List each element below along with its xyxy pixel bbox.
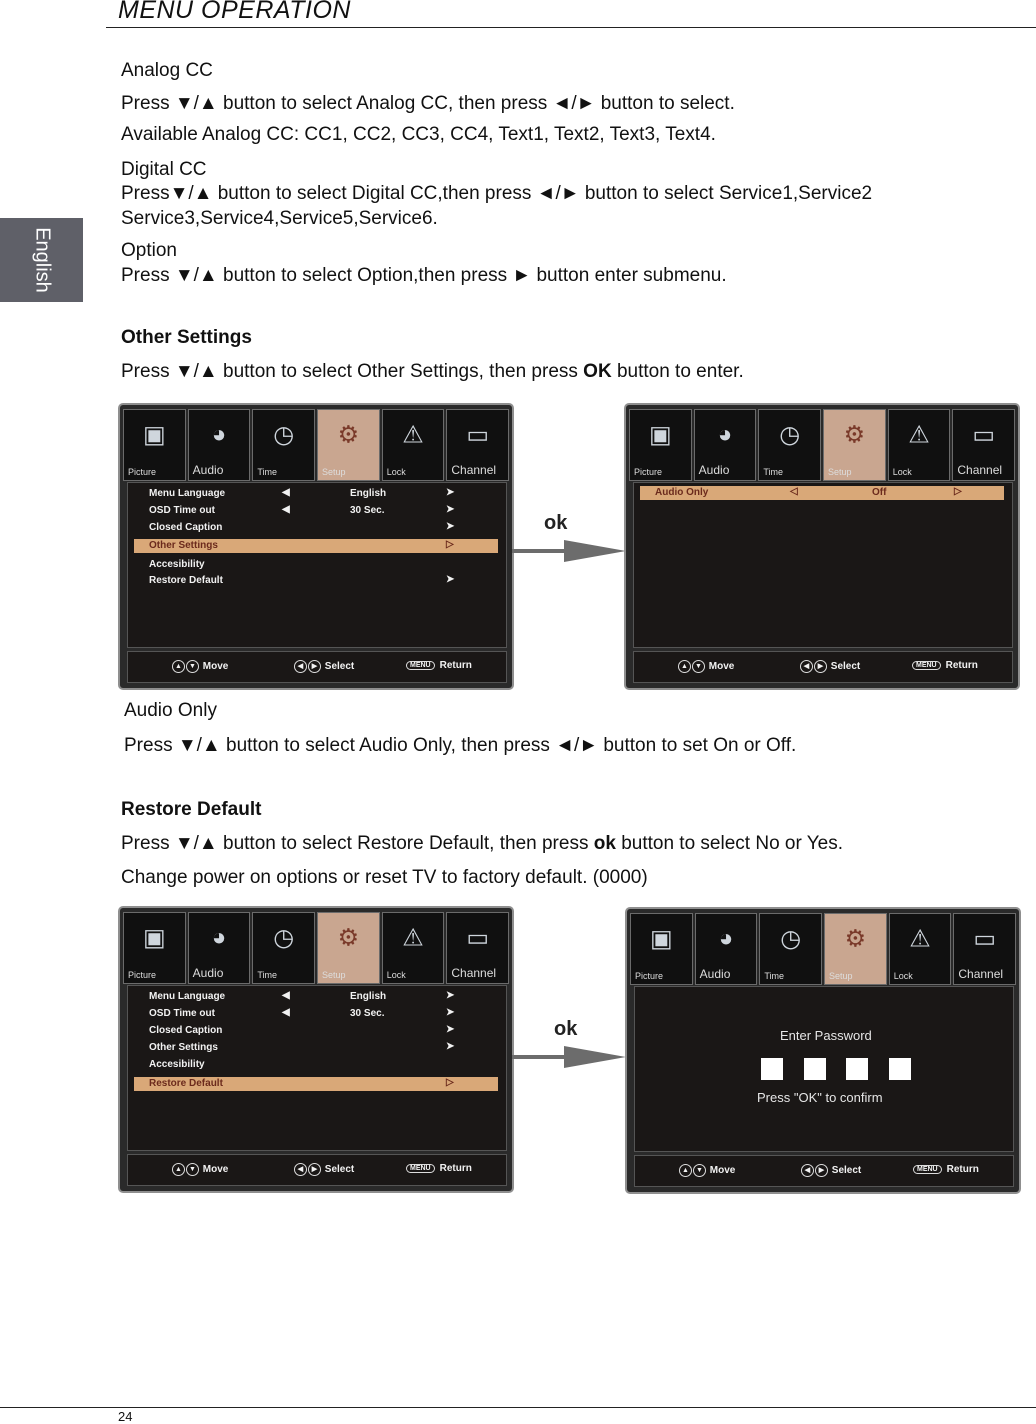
analog-cc-line2: Available Analog CC: CC1, CC2, CC3, CC4, Text1, Text2, Text3, Text4. xyxy=(121,124,716,145)
option-line1: Press ▼/▲ button to select Option,then press ► button enter submenu. xyxy=(121,265,727,286)
menu-row-highlighted: Other Settings ▷ xyxy=(134,539,498,553)
tab-setup: ⚙ Setup xyxy=(317,409,380,481)
digital-cc-heading: Digital CC xyxy=(121,159,207,180)
tab-audio: ◕ Audio xyxy=(188,409,251,481)
ok-key-label: ok xyxy=(593,833,616,854)
tab-picture: ▣ Picture xyxy=(123,912,186,984)
tv-audio-only-screen xyxy=(626,405,1018,688)
tv-setup-menu-screen-2 xyxy=(120,908,512,1191)
tab-lock: ⚠ Lock xyxy=(382,912,445,984)
wrench-icon: ⚙ xyxy=(843,421,866,449)
tv-setup-menu-screen-1 xyxy=(120,405,512,688)
arrow-right-icon xyxy=(564,1046,626,1068)
tab-picture: ▣ Picture xyxy=(629,409,692,481)
monitor-icon: ▭ xyxy=(972,421,996,449)
menu-row: Closed Caption ➤ xyxy=(149,521,455,533)
tab-time: ◷ Time xyxy=(252,409,315,481)
restore-default-line2: Change power on options or reset TV to factory default. (0000) xyxy=(121,867,648,888)
camera-icon: ▣ xyxy=(142,924,166,952)
tv-footer: ▲ ▼ Move ◀ ▶ Select MENU Return xyxy=(127,651,507,683)
tab-lock: ⚠ Lock xyxy=(888,409,951,481)
tab-setup: ⚙ Setup xyxy=(824,913,887,985)
menu-row: OSD Time out ◀ 30 Sec. ➤ xyxy=(149,1007,455,1019)
camera-icon: ▣ xyxy=(648,421,672,449)
digital-cc-line1: Press▼/▲ button to select Digital CC,then press ◄/► button to select Service1,Service2 xyxy=(121,183,873,204)
tab-time: ◷ Time xyxy=(758,409,821,481)
wrench-icon: ⚙ xyxy=(337,421,360,449)
clock-icon: ◷ xyxy=(779,421,801,449)
other-settings-heading: Other Settings xyxy=(121,327,252,348)
restore-default-line1-post: button to select No or Yes. xyxy=(621,833,844,854)
audio-only-panel xyxy=(633,482,1013,648)
tv-tab-bar xyxy=(630,913,1016,985)
menu-row-highlighted: Restore Default ▷ xyxy=(134,1077,498,1091)
option-heading: Option xyxy=(121,240,177,261)
satellite-dish-icon: ◕ xyxy=(211,421,227,449)
monitor-icon: ▭ xyxy=(466,421,490,449)
analog-cc-line1: Press ▼/▲ button to select Analog CC, then press ◄/► button to select. xyxy=(121,93,735,114)
restore-default-heading: Restore Default xyxy=(121,799,262,820)
tab-setup: ⚙ Setup xyxy=(823,409,886,481)
tab-channel: ▭ Channel xyxy=(446,409,509,481)
audio-only-line1: Press ▼/▲ button to select Audio Only, then press ◄/► button to set On or Off. xyxy=(124,735,797,756)
other-settings-line1-post: button to enter. xyxy=(616,361,744,382)
arrow-right-icon xyxy=(564,540,626,562)
menu-row: Closed Caption ➤ xyxy=(149,1024,455,1036)
restore-default-line1-pre: Press ▼/▲ button to select Restore Default, then press xyxy=(121,833,589,854)
menu-row: OSD Time out ◀ 30 Sec. ➤ xyxy=(149,504,455,516)
password-digit-box[interactable] xyxy=(804,1058,826,1080)
setup-menu-panel xyxy=(127,985,507,1151)
menu-row: Accesibility xyxy=(149,559,205,570)
menu-row: Menu Language ◀ English ➤ xyxy=(149,990,455,1002)
tab-setup: ⚙ Setup xyxy=(317,912,380,984)
password-panel xyxy=(634,986,1014,1152)
menu-row: Menu Language ◀ English ➤ xyxy=(149,487,455,499)
tv-footer: ▲ ▼ Move ◀ ▶ Select MENU Return xyxy=(634,1155,1014,1187)
footer-divider xyxy=(0,1407,1036,1408)
tab-picture: ▣ Picture xyxy=(630,913,693,985)
lock-icon: ⚠ xyxy=(909,925,931,953)
tv-footer: ▲ ▼ Move ◀ ▶ Select MENU Return xyxy=(127,1154,507,1186)
clock-icon: ◷ xyxy=(273,924,295,952)
arrow-shaft xyxy=(512,549,566,553)
camera-icon: ▣ xyxy=(649,925,673,953)
arrow-ok-label: ok xyxy=(554,1018,578,1040)
arrow-ok-label: ok xyxy=(544,512,568,534)
ok-key-label: OK xyxy=(583,361,612,382)
tv-footer: ▲ ▼ Move ◀ ▶ Select MENU Return xyxy=(633,651,1013,683)
lock-icon: ⚠ xyxy=(402,421,424,449)
tv-tab-bar xyxy=(123,912,509,984)
page-header-title: MENU OPERATION xyxy=(118,0,351,24)
wrench-icon: ⚙ xyxy=(844,925,867,953)
tab-channel: ▭ Channel xyxy=(952,409,1015,481)
language-side-tab xyxy=(0,218,83,302)
tab-audio: ◕ Audio xyxy=(695,913,758,985)
setup-menu-panel xyxy=(127,482,507,648)
lock-icon: ⚠ xyxy=(402,924,424,952)
header-divider xyxy=(106,27,1036,28)
audio-only-heading: Audio Only xyxy=(124,700,217,721)
password-confirm-note: Press "OK" to confirm xyxy=(757,1090,883,1105)
audio-only-row: Audio Only ◁ Off ▷ xyxy=(640,486,1004,500)
side-tab-label: English xyxy=(31,227,53,293)
tv-tab-bar xyxy=(123,409,509,481)
tab-audio: ◕ Audio xyxy=(188,912,251,984)
tab-audio: ◕ Audio xyxy=(694,409,757,481)
monitor-icon: ▭ xyxy=(973,925,997,953)
other-settings-line1 xyxy=(121,360,744,384)
camera-icon: ▣ xyxy=(142,421,166,449)
clock-icon: ◷ xyxy=(780,925,802,953)
password-title: Enter Password xyxy=(780,1028,872,1043)
tab-time: ◷ Time xyxy=(759,913,822,985)
tv-tab-bar xyxy=(629,409,1015,481)
digital-cc-line2: Service3,Service4,Service5,Service6. xyxy=(121,208,438,229)
arrow-shaft xyxy=(512,1055,566,1059)
tab-channel: ▭ Channel xyxy=(953,913,1016,985)
satellite-dish-icon: ◕ xyxy=(718,925,734,953)
menu-row: Accesibility xyxy=(149,1059,205,1070)
tab-picture: ▣ Picture xyxy=(123,409,186,481)
wrench-icon: ⚙ xyxy=(337,924,360,952)
satellite-dish-icon: ◕ xyxy=(717,421,733,449)
menu-row: Restore Default ➤ xyxy=(149,574,455,586)
lock-icon: ⚠ xyxy=(908,421,930,449)
page-number: 24 xyxy=(118,1409,133,1424)
tab-lock: ⚠ Lock xyxy=(382,409,445,481)
analog-cc-heading: Analog CC xyxy=(121,60,213,81)
password-digit-box[interactable] xyxy=(889,1058,911,1080)
password-digit-box[interactable] xyxy=(846,1058,868,1080)
tab-time: ◷ Time xyxy=(252,912,315,984)
menu-row: Other Settings ➤ xyxy=(149,1041,455,1053)
tab-lock: ⚠ Lock xyxy=(889,913,952,985)
satellite-dish-icon: ◕ xyxy=(211,924,227,952)
tab-channel: ▭ Channel xyxy=(446,912,509,984)
tv-password-screen xyxy=(627,909,1019,1192)
other-settings-line1-pre: Press ▼/▲ button to select Other Settings, then press xyxy=(121,361,578,382)
clock-icon: ◷ xyxy=(273,421,295,449)
password-digit-box[interactable] xyxy=(761,1058,783,1080)
monitor-icon: ▭ xyxy=(466,924,490,952)
restore-default-line1 xyxy=(121,832,843,856)
